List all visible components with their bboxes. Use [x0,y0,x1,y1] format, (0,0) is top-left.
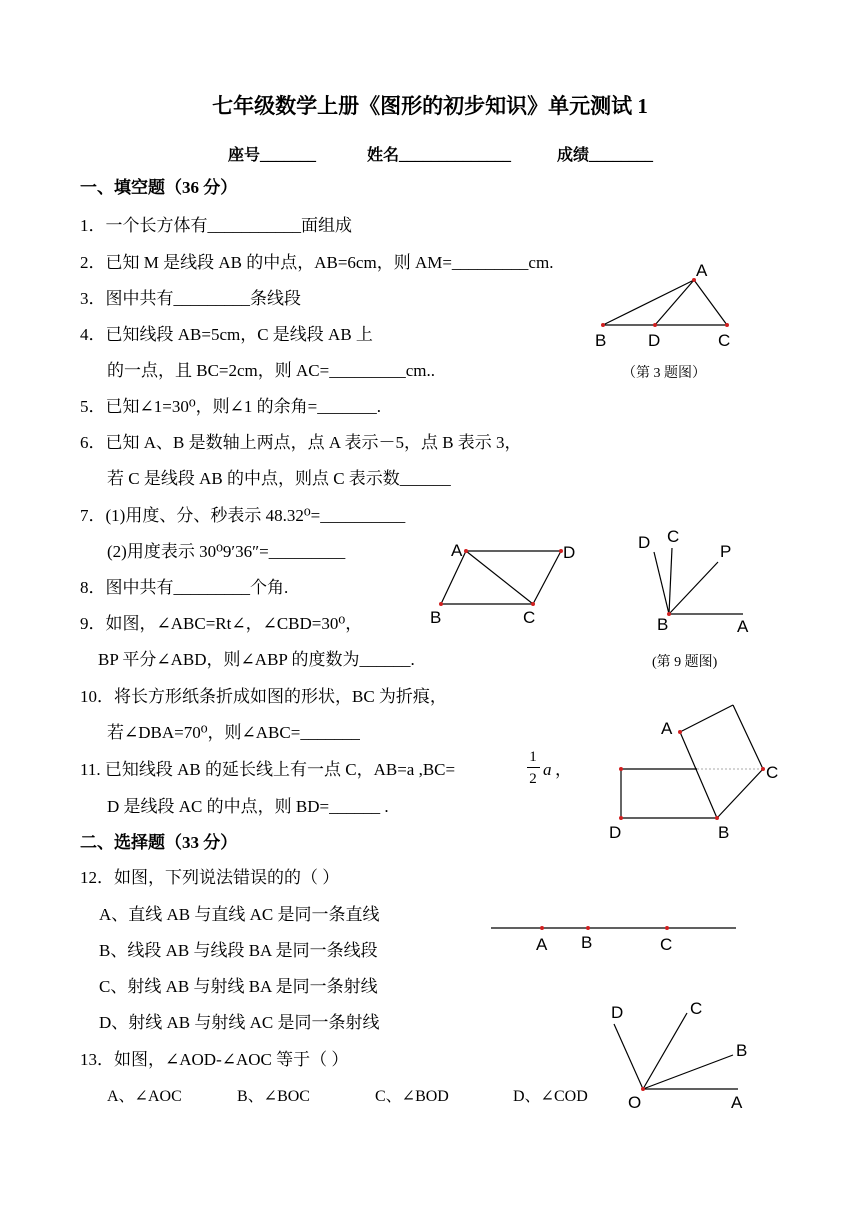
question-13-option-d: D、∠COD [513,1088,588,1105]
question-3: 3．图中共有_________条线段 [80,289,301,308]
fraction-denominator: 2 [529,771,537,787]
fig3-label-b: B [595,331,607,350]
fig13-label-d: D [611,1003,624,1022]
fig8-label-d: D [563,543,576,562]
fig10-label-b: B [718,823,730,842]
question-12-option-b: B、线段 AB 与线段 BA 是同一条线段 [99,941,378,960]
fraction-numerator: 1 [529,749,537,765]
question-13-option-a: A、∠AOC [107,1088,182,1105]
question-7-part1: 7．(1)用度、分、秒表示 48.32⁰=__________ [80,506,406,525]
fig3-point-b [601,323,605,327]
fig8-point-b [439,602,443,606]
name-field: 姓名______________ [367,147,512,164]
fig13-label-a: A [731,1093,743,1112]
question-13: 13．如图，∠AOD-∠AOC 等于（ ） [80,1050,349,1069]
fig13-label-b: B [736,1041,748,1060]
fig10-label-a: A [661,719,673,738]
fig10-label-c: C [766,763,779,782]
fig3-point-c [725,323,729,327]
fig13-label-c: C [690,999,703,1018]
fig9-label-c: C [667,527,680,546]
figure-q10 [621,705,763,818]
section1-heading: 一、填空题（36 分） [80,178,238,197]
fig13-point-o [641,1087,645,1091]
fig3-caption: （第 3 题图） [622,366,706,381]
fig8-point-c [531,602,535,606]
fig8-point-a [464,549,468,553]
question-12-option-c: C、射线 AB 与射线 BA 是同一条射线 [99,977,378,996]
variable-a: a [543,760,552,779]
question-4-line2: 的一点，且 BC=2cm，则 AC=_________cm.. [107,361,436,380]
fig10-point-a [678,730,682,734]
question-13-option-c: C、∠BOD [375,1088,449,1105]
question-9-line2: BP 平分∠ABD，则∠ABP 的度数为______. [98,650,415,669]
question-12-option-a: A、直线 AB 与直线 AC 是同一条直线 [99,905,380,924]
question-10-line2: 若∠DBA=70⁰，则∠ABC=_______ [107,723,360,742]
question-8: 8．图中共有_________个角. [80,578,289,597]
fig12-label-a: A [536,935,548,954]
question-12: 12．如图，下列说法错误的的（ ） [80,868,340,887]
question-6-line2: 若 C 是线段 AB 的中点，则点 C 表示数______ [107,469,451,488]
question-13-option-b: B、∠BOC [237,1088,310,1105]
fig9-label-b: B [657,615,669,634]
fig10-point-c [761,767,765,771]
section2-heading: 二、选择题（33 分） [80,833,238,852]
question-4-line1: 4．已知线段 AB=5cm，C 是线段 AB 上 [80,325,373,344]
fig3-label-d: D [648,331,661,350]
fig9-label-p: P [720,542,732,561]
fig10-label-d: D [609,823,622,842]
fig10-point-corner [619,767,623,771]
comma: ， [555,760,572,779]
seat-number-field: 座号_______ [228,147,317,164]
page-title: 七年级数学上册《图形的初步知识》单元测试 1 [212,94,648,118]
fig12-label-c: C [660,935,673,954]
question-2: 2．已知 M 是线段 AB 的中点，AB=6cm，则 AM=_________cm. [80,253,554,272]
figure-q3 [603,280,727,325]
question-12-option-d: D、射线 AB 与射线 AC 是同一条射线 [99,1013,380,1032]
figure-q13 [614,1013,738,1089]
question-11-line2: D 是线段 AC 的中点，则 BD=______ . [107,797,389,816]
question-6-line1: 6．已知 A、B 是数轴上两点，点 A 表示－5，点 B 表示 3， [80,433,522,452]
fig9-label-d: D [638,533,651,552]
fig12-point-a [540,926,544,930]
fig12-point-c [665,926,669,930]
score-field: 成绩________ [557,147,654,164]
fig3-label-c: C [718,331,731,350]
fig13-label-o: O [628,1093,642,1112]
question-10-line1: 10．将长方形纸条折成如图的形状，BC 为折痕， [80,687,447,706]
question-5: 5．已知∠1=30⁰，则∠1 的余角=_______. [80,397,381,416]
question-9-line1: 9．如图，∠ABC=Rt∠，∠CBD=30⁰， [80,614,363,633]
fig8-label-b: B [430,608,442,627]
question-7-part2: (2)用度表示 30⁰9′36″=_________ [107,542,346,561]
fig12-point-b [586,926,590,930]
question-11-line1: 11. 已知线段 AB 的延长线上有一点 C，AB=a ,BC= [80,760,456,779]
fig9-caption: (第 9 题图) [652,655,718,670]
question-1: 1．一个长方体有___________面组成 [80,216,352,235]
fig3-point-d [653,323,657,327]
fig3-label-a: A [696,261,708,280]
fig10-point-d [619,816,623,820]
fig12-label-b: B [581,933,593,952]
fig9-label-a: A [737,617,749,636]
fig8-label-c: C [523,608,536,627]
fig8-label-a: A [451,541,463,560]
fig10-point-b [715,816,719,820]
